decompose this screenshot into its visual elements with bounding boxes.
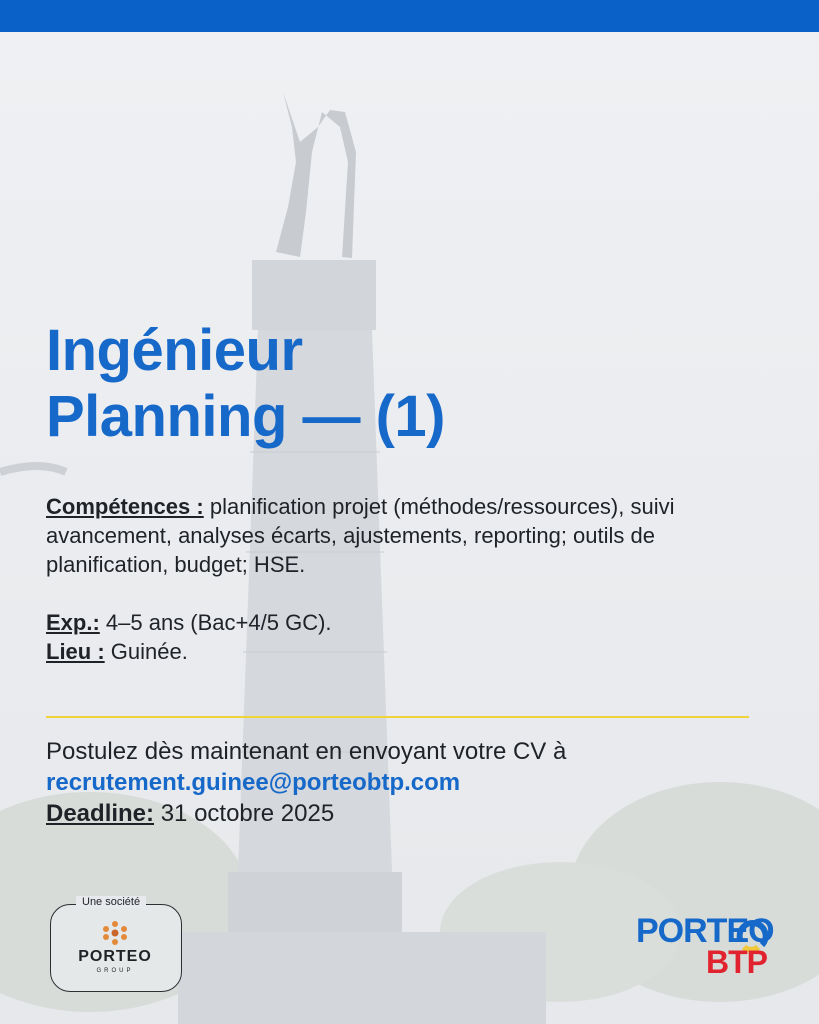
brand-logo-word-porteo: PORTEO — [636, 912, 774, 950]
porteo-btp-logo — [636, 912, 776, 982]
group-logo-sub: GROUP — [96, 968, 134, 974]
deadline-line — [46, 798, 786, 829]
top-accent-bar — [0, 0, 819, 32]
experience-text: 4–5 ans (Bac+4/5 GC). — [99, 610, 332, 635]
job-title — [46, 318, 445, 450]
job-details — [46, 492, 766, 666]
job-title-line-2: Planning — (1) — [46, 384, 445, 449]
porteo-flower-icon — [100, 920, 130, 946]
location-line — [46, 637, 766, 666]
deadline-label: Deadline: — [46, 800, 155, 827]
skills-label: Compétences : — [46, 494, 204, 519]
skills-text: planification projet (méthodes/ressources), suivi avancement, analyses écarts, ajustements, reporting; outils de planification, budget; HSE. — [46, 494, 675, 577]
location-label: Lieu : — [46, 639, 105, 664]
brand-logo-word-btp: BTP — [706, 944, 767, 980]
section-divider — [46, 716, 749, 718]
deadline-value: 31 octobre 2025 — [154, 800, 335, 827]
apply-email-link[interactable]: recrutement.guinee@porteobtp.com — [46, 769, 461, 796]
skills-paragraph — [46, 492, 766, 579]
experience-line — [46, 608, 766, 637]
experience-label: Exp.: — [46, 610, 100, 635]
location-text: Guinée. — [104, 639, 188, 664]
group-logo-caption: Une société — [76, 896, 146, 908]
apply-text: Postulez dès maintenant en envoyant votre CV à — [46, 738, 567, 765]
job-title-line-1: Ingénieur — [46, 318, 303, 383]
group-logo-name: PORTEO — [78, 948, 152, 965]
apply-section — [46, 736, 786, 829]
